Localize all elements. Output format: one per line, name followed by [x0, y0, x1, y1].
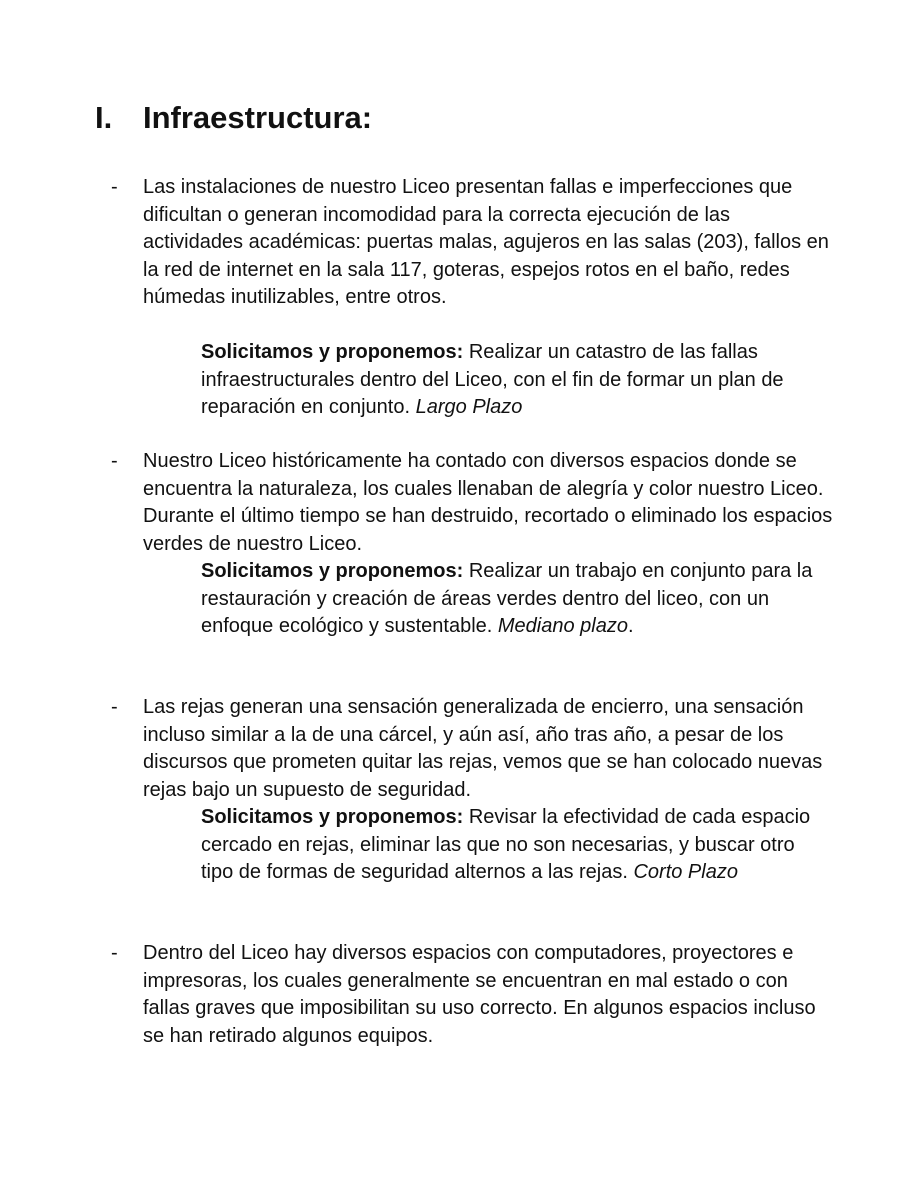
bullet-dash: -: [111, 696, 118, 718]
proposal-lead: Solicitamos y proponemos:: [201, 560, 464, 582]
proposal-lead: Solicitamos y proponemos:: [201, 806, 464, 828]
proposal: [201, 804, 826, 887]
proposal-term: Mediano plazo: [497, 615, 628, 637]
proposal-end: .: [627, 615, 634, 637]
section-title: Infraestructura:: [143, 100, 373, 135]
item-text: Nuestro Liceo históricamente ha contado con diversos espacios donde se encuentra la naturaleza, los cuales llenaban de alegría y color nuestro Liceo. Durante el último tiempo se han destruido, recortado o eliminado los espacios verdes de nuestro Liceo.: [143, 450, 833, 555]
bullet-dash: -: [111, 450, 118, 472]
proposal-term: Largo Plazo: [415, 396, 523, 418]
proposal-text: Realizar un catastro de las fallas infraestructurales dentro del Liceo, con el fin de formar un plan de reparación en conjunto.: [201, 341, 784, 418]
proposal-text: Realizar un trabajo en conjunto para la restauración y creación de áreas verdes dentro del liceo, con un enfoque ecológico y sustentable.: [201, 560, 813, 637]
proposal-text: Revisar la efectividad de cada espacio cercado en rejas, eliminar las que no son necesarias, y buscar otro tipo de formas de seguridad alternos a las rejas.: [201, 806, 811, 883]
proposal: [201, 339, 826, 422]
section-number: I.: [95, 100, 113, 135]
item-text: Las instalaciones de nuestro Liceo presentan fallas e imperfecciones que dificultan o generan incomodidad para la correcta ejecución de las actividades académicas: puertas malas, agujeros en las salas (203), fallos en la red de internet en la sala 117, goteras, espejos rotos en el baño, redes húmedas inutilizables, entre otros.: [143, 176, 829, 308]
proposal: [201, 558, 826, 641]
item-text: Dentro del Liceo hay diversos espacios con computadores, proyectores e impresoras, los cuales generalmente se encuentran en mal estado o con fallas graves que imposibilitan su uso correcto. En algunos espacios incluso se han retirado algunos equipos.: [143, 942, 816, 1047]
bullet-dash: -: [111, 176, 118, 198]
bullet-dash: -: [111, 942, 118, 964]
item-text: Las rejas generan una sensación generalizada de encierro, una sensación incluso similar a la de una cárcel, y aún así, año tras año, a pesar de los discursos que prometen quitar las rejas, vemos que se han colocado nuevas rejas bajo un supuesto de seguridad.: [143, 696, 823, 801]
proposal-lead: Solicitamos y proponemos:: [201, 341, 464, 363]
proposal-term: Corto Plazo: [633, 861, 738, 883]
section-heading: [95, 98, 372, 138]
